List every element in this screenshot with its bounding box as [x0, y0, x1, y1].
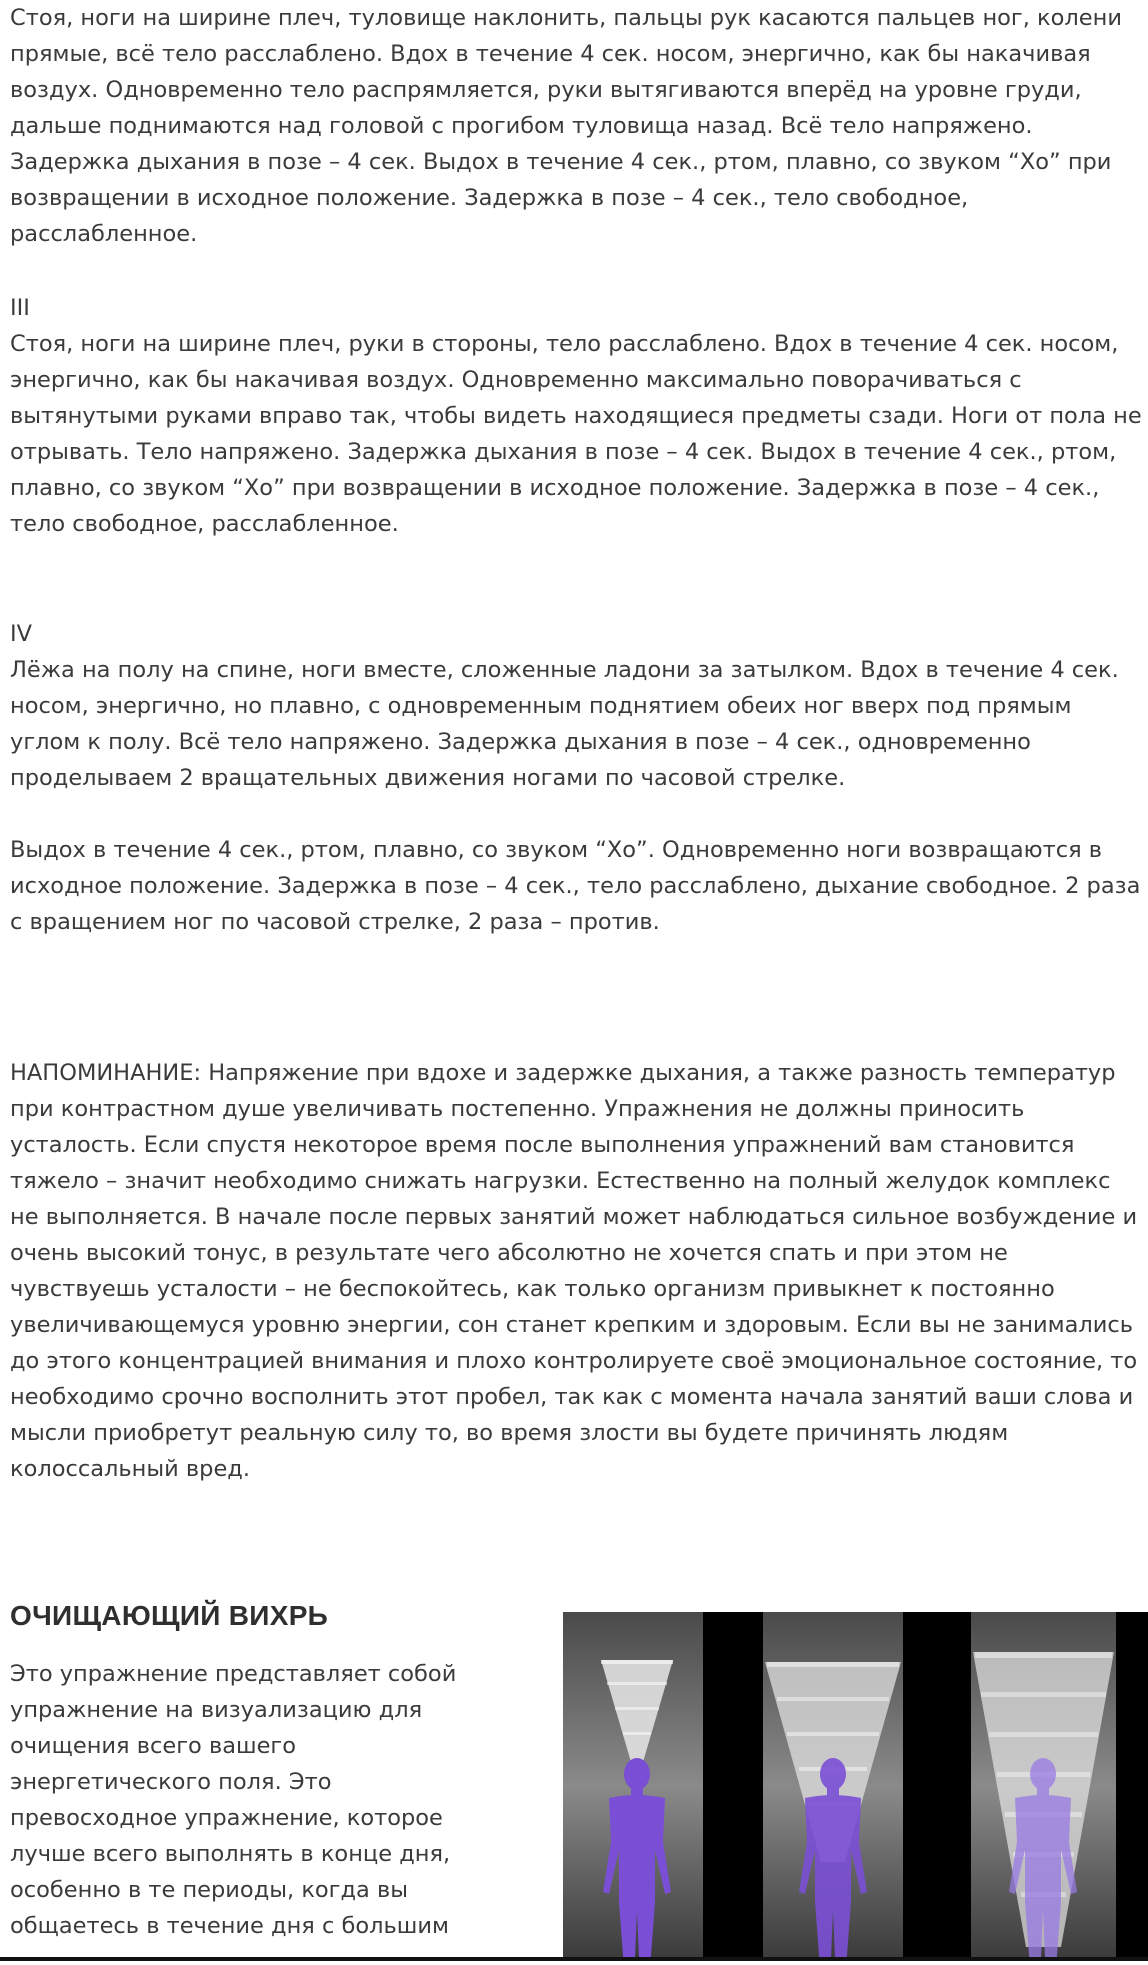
exercise-3-numeral: III	[10, 295, 30, 321]
exercise-4-text-a: Лёжа на полу на спине, ноги вместе, сложенные ладони за затылком. Вдох в течение 4 сек. носом, энергично, но плавно, с одновременным поднятием обеих ног вверх под прямым углом к полу. Всё тело напряжено. Задержка дыхания в позе – 4 сек., одновременно проделываем 2 вращательных движения ногами по часовой стрелке.	[10, 657, 1119, 791]
vortex-description: Это упражнение представляет собой упражнение на визуализацию для очищения всего вашего энергетического поля. Это превосходное упражнение, которое лучше всего выполнять в конце дня, особенно в те периоды, когда вы общаетесь в течение дня с большим	[10, 1661, 457, 1939]
exercise-2-text: Стоя, ноги на ширине плеч, туловище наклонить, пальцы рук касаются пальцев ног, колени прямые, всё тело расслаблено. Вдох в течение 4 сек. носом, энергично, как бы накачивая воздух. Одновременно тело распрямляется, руки вытягиваются вперёд на уровне груди, дальше поднимаются над головой с прогибом туловища назад. Всё тело напряжено. Задержка дыхания в позе – 4 сек. Выдох в течение 4 сек., ртом, плавно, со звуком “Хо” при возвращении в исходное положение. Задержка в позе – 4 сек., тело свободное, расслабленное.	[10, 5, 1122, 247]
section-title-vortex: ОЧИЩАЮЩИЙ ВИХРЬ	[10, 1600, 329, 1631]
exercise-4-text-b: Выдох в течение 4 сек., ртом, плавно, со звуком “Хо”. Одновременно ноги возвращаются в исходное положение. Задержка в позе – 4 сек., тело расслаблено, дыхание свободное. 2 раза с вращением ног по часовой стрелке, 2 раза – против.	[10, 837, 1141, 935]
exercise-3-text: Стоя, ноги на ширине плеч, руки в стороны, тело расслаблено. Вдох в течение 4 сек. носом, энергично, как бы накачивая воздух. Одновременно максимально поворачиваться с вытянутыми руками вправо так, чтобы видеть находящиеся предметы сзади. Ноги от пола не отрывать. Тело напряжено. Задержка дыхания в позе – 4 сек. Выдох в течение 4 сек., ртом, плавно, со звуком “Хо” при возвращении в исходное положение. Задержка в позе – 4 сек., тело свободное, расслабленное.	[10, 331, 1142, 537]
reminder-text: НАПОМИНАНИЕ: Напряжение при вдохе и задержке дыхания, а также разность температур при контрастном душе увеличивать постепенно. Упражнения не должны приносить усталость. Если спустя некоторое время после выполнения упражнений вам становится тяжело – значит необходимо снижать нагрузки. Естественно на полный желудок комплекс не выполняется. В начале после первых занятий может наблюдаться сильное возбуждение и очень высокий тонус, в результате чего абсолютно не хочется спать и при этом не чувствуешь усталости – не беспокойтесь, как только организм привыкнет к постоянно увеличивающемуся уровню энергии, сон станет крепким и здоровым. Если вы не занимались до этого концентрацией внимания и плохо контролируете своё эмоциональное состояние, то необходимо срочно восполнить этот пробел, так как с момента начала занятий ваши слова и мысли приобретут реальную силу то, во время злости вы будете причинять людям колоссальный вред.	[10, 1060, 1138, 1482]
exercise-4-numeral: IV	[10, 621, 33, 647]
vortex-illustration-svg	[563, 1612, 1148, 1961]
bottom-divider	[0, 1957, 1148, 1961]
vortex-illustration	[563, 1612, 1148, 1961]
